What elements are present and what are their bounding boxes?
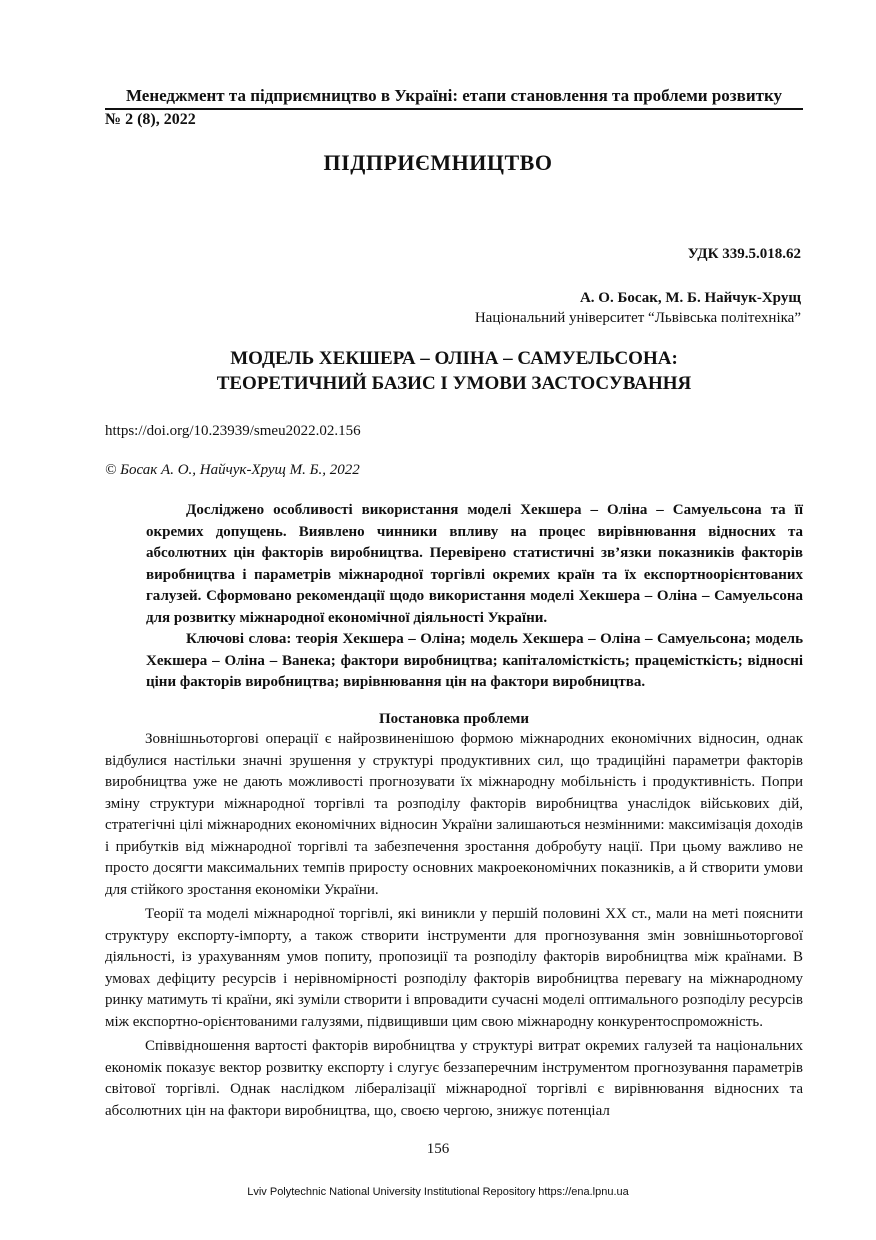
authors: А. О. Босак, М. Б. Найчук-Хрущ <box>579 290 801 306</box>
article-title <box>105 346 803 396</box>
body-text <box>105 729 803 1122</box>
udk-code: УДК 339.5.018.62 <box>687 246 801 262</box>
copyright: © Босак А. О., Найчук-Хрущ М. Б., 2022 <box>105 462 360 478</box>
issue-number: № 2 (8), 2022 <box>105 111 196 128</box>
repository-footer: Lviv Polytechnic National University Institutional Repository https://ena.lpnu.ua <box>247 1186 629 1198</box>
paragraph: Зовнішньоторгові операції є найрозвиненішою формою міжнародних економічних відносин, однак відбулися настільки значні зрушення у структурі продуктивних сил, що традиційні параметри факторів виробництва уже не дають можливості прогнозувати їх міжнародну мобільність і продуктивність. Попри зміну структури міжнародної торгівлі та розподілу факторів виробництва унаслідок військових дій, стратегічні цілі міжнародних економічних відносин України залишаються незмінними: максимізація доходів і прибутків від міжнародної торгівлі та забезпечення зростання добробуту нації. При цьому важливо не просто досягти максимальних темпів приросту основних макроекономічних показників, а й створити умови для стійкого зростання економіки України. <box>105 731 803 898</box>
abstract-block <box>146 500 803 694</box>
article-title-line-2: ТЕОРЕТИЧНИЙ БАЗИС І УМОВИ ЗАСТОСУВАННЯ <box>216 373 692 394</box>
section-title: ПІДПРИЄМНИЦТВО <box>323 150 553 175</box>
problem-heading: Постановка проблеми <box>379 711 529 727</box>
doi-link[interactable]: https://doi.org/10.23939/smeu2022.02.156 <box>105 423 361 439</box>
affiliation: Національний університет “Львівська політехніка” <box>474 310 801 326</box>
paragraph: Співвідношення вартості факторів виробництва у структурі витрат окремих галузей та національних економік показує вектор розвитку експорту і слугує беззаперечним інструментом прогнозування параметрів світової торгівлі. Однак наслідком лібералізації міжнародної торгівлі є вирівнювання відносних та абсолютних цін на фактори виробництва, що, своєю чергою, знижує потенціал <box>105 1038 803 1119</box>
keywords: Ключові слова: теорія Хекшера – Оліна; модель Хекшера – Оліна – Самуельсона; модель Хекшера – Оліна – Ванека; фактори виробництва; капіталомісткість; працемісткість; відносні ціни факторів виробництва; вирівнювання цін на фактори виробництва. <box>146 631 803 690</box>
abstract-text: Досліджено особливості використання моделі Хекшера – Оліна – Самуельсона та її окремих допущень. Виявлено чинники впливу на процес вирівнювання відносних та абсолютних цін факторів виробництва. Перевірено статистичні зв’язки показників факторів виробництва і параметрів міжнародної торгівлі окремих країн та їх експортноорієнтованих галузей. Сформовано рекомендації щодо використання моделі Хекшера – Оліна – Самуельсона для розвитку міжнародної економічної діяльності України. <box>146 502 803 626</box>
article-title-line-1: МОДЕЛЬ ХЕКШЕРА – ОЛІНА – САМУЕЛЬСОНА: <box>230 348 678 369</box>
journal-title: Менеджмент та підприємництво в Україні: етапи становлення та проблеми розвитку <box>105 86 803 110</box>
page-number: 156 <box>426 1141 450 1157</box>
paragraph: Теорії та моделі міжнародної торгівлі, які виникли у першій половині ХХ ст., мали на меті пояснити структуру експорту-імпорту, а також створити інструменти для прогнозування змін зовнішньоторгової діяльності, із урахуванням умов попиту, пропозиції та розподілу факторів виробництва між країнами. В умовах дефіциту ресурсів і нерівномірності розподілу факторів виробництва перевагу на міжнародному ринку матимуть ті країни, які зуміли створити і впровадити сучасні моделі оптимального розподілу ресурсів між експортно-орієнтованими галузями, підвищивши цим свою міжнародну конкурентоспроможність. <box>105 906 803 1030</box>
